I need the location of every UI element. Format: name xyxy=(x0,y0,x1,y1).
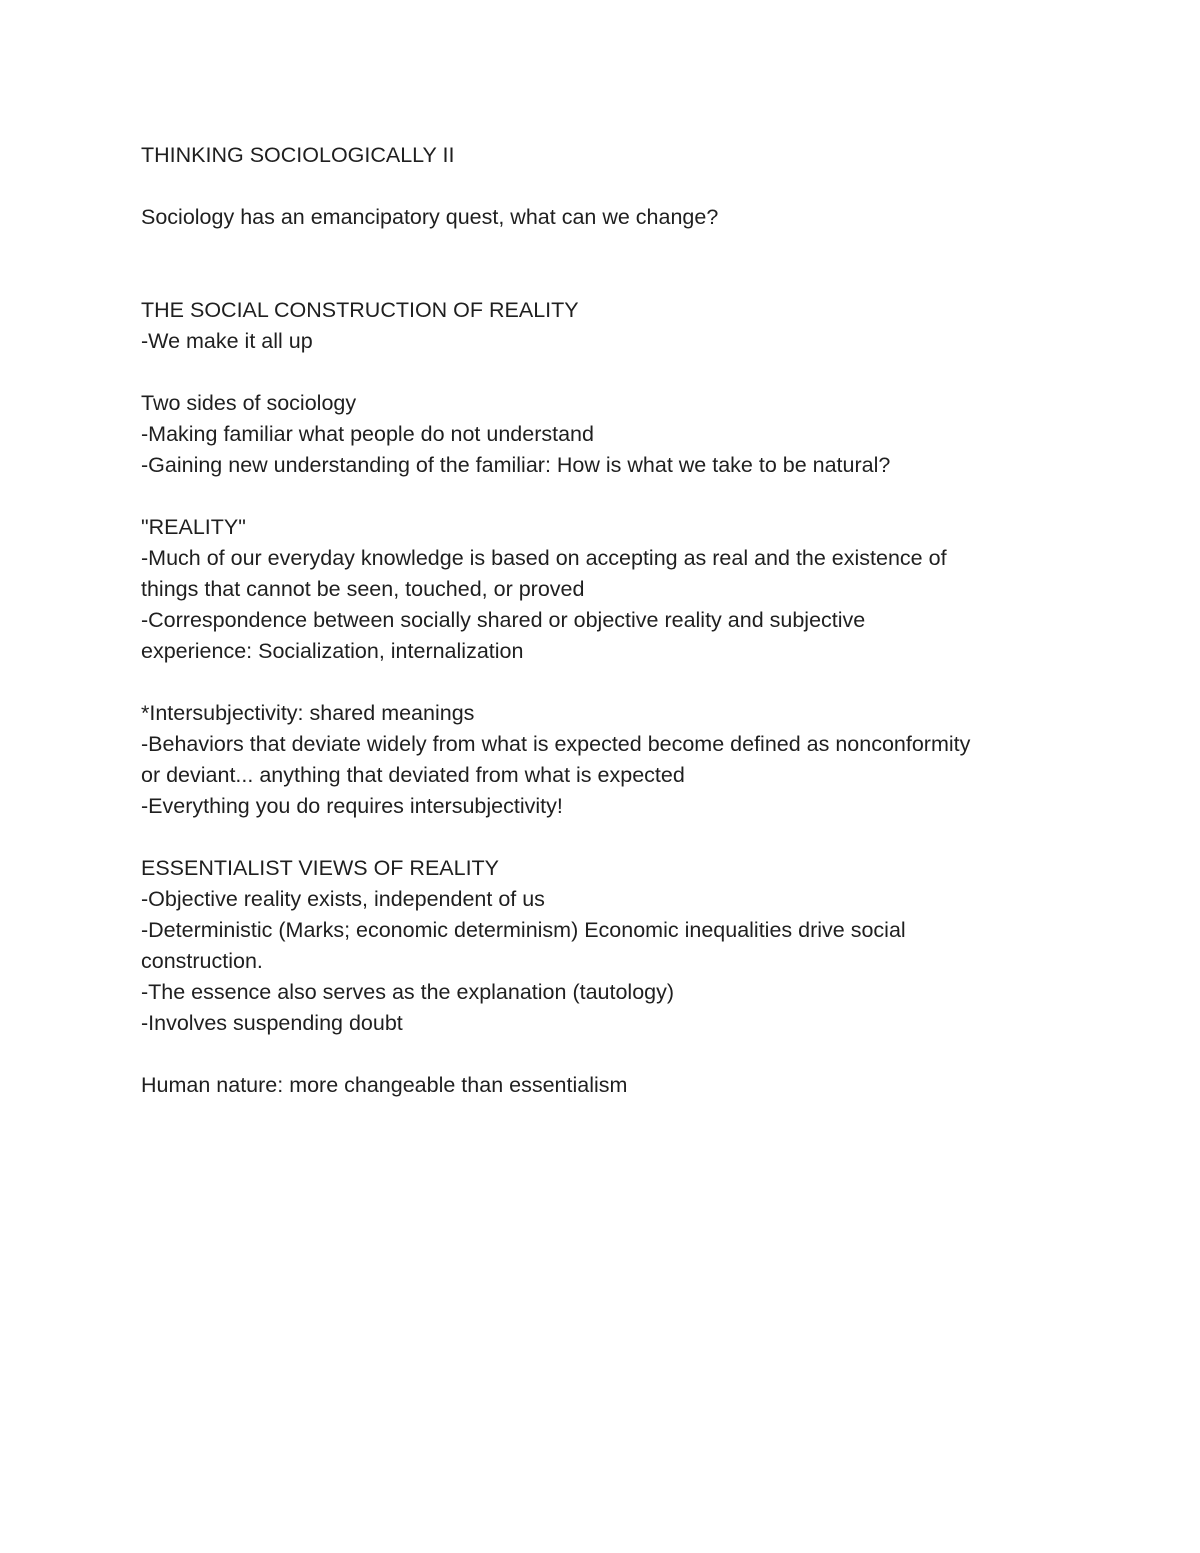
section-line: -Much of our everyday knowledge is based on accepting as real and the existence of xyxy=(141,546,947,570)
section-heading: THE SOCIAL CONSTRUCTION OF REALITY xyxy=(141,298,579,322)
spacer xyxy=(141,264,1071,295)
section-line: -We make it all up xyxy=(141,329,313,353)
section-intersubjectivity xyxy=(141,698,1071,822)
section-essentialist xyxy=(141,853,1071,1039)
section-line: -Making familiar what people do not understand xyxy=(141,422,594,446)
section-line: -Objective reality exists, independent of us xyxy=(141,887,545,911)
section-heading: ESSENTIALIST VIEWS OF REALITY xyxy=(141,856,500,880)
section-line: experience: Socialization, internalization xyxy=(141,639,524,663)
section-line: -Involves suspending doubt xyxy=(141,1011,403,1035)
section-heading: *Intersubjectivity: shared meanings xyxy=(141,701,475,725)
spacer xyxy=(141,1039,1071,1070)
section-line: -Everything you do requires intersubjectivity! xyxy=(141,794,563,818)
section-line: or deviant... anything that deviated from what is expected xyxy=(141,763,685,787)
section-heading: "REALITY" xyxy=(141,515,246,539)
intro-line: Sociology has an emancipatory quest, what can we change? xyxy=(141,205,719,229)
closing-line: Human nature: more changeable than essentialism xyxy=(141,1073,628,1097)
section-line: -The essence also serves as the explanation (tautology) xyxy=(141,980,675,1004)
spacer xyxy=(141,481,1071,512)
section-reality xyxy=(141,512,1071,667)
section-line: -Behaviors that deviate widely from what is expected become defined as nonconformity xyxy=(141,732,971,756)
section-line: things that cannot be seen, touched, or proved xyxy=(141,577,585,601)
section-line: -Gaining new understanding of the familiar: How is what we take to be natural? xyxy=(141,453,891,477)
spacer xyxy=(141,171,1071,202)
section-social-construction xyxy=(141,295,1071,357)
spacer xyxy=(141,357,1071,388)
spacer xyxy=(141,822,1071,853)
document-body xyxy=(141,140,1071,1101)
section-line: -Correspondence between socially shared or objective reality and subjective xyxy=(141,608,866,632)
document-title: THINKING SOCIOLOGICALLY II xyxy=(141,143,455,167)
spacer xyxy=(141,233,1071,264)
section-line: -Deterministic (Marks; economic determinism) Economic inequalities drive social xyxy=(141,918,906,942)
section-heading: Two sides of sociology xyxy=(141,391,357,415)
section-two-sides xyxy=(141,388,1071,481)
spacer xyxy=(141,667,1071,698)
section-line: construction. xyxy=(141,949,263,973)
